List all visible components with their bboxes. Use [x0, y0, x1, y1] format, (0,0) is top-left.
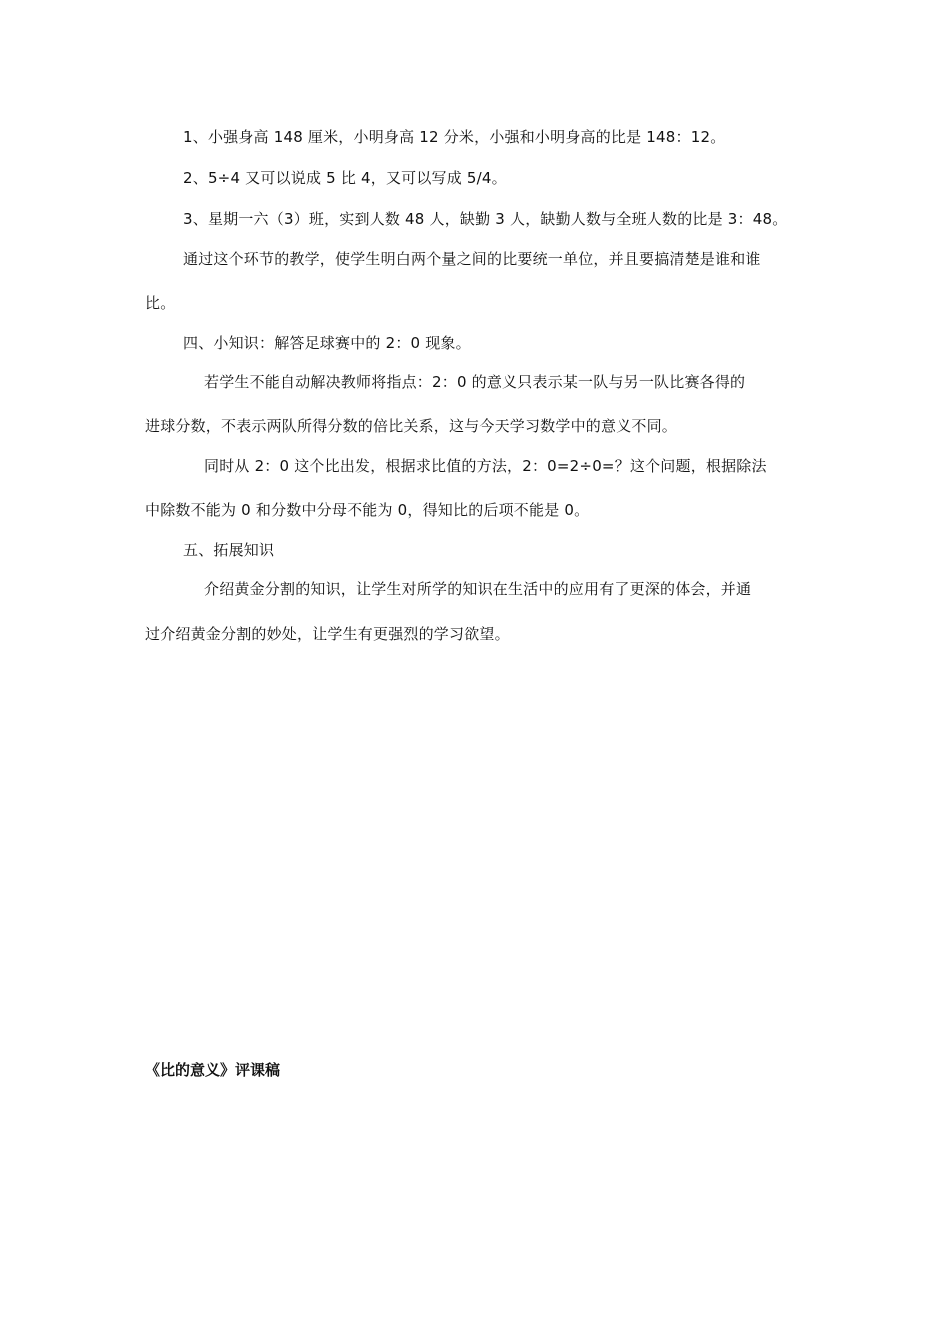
section-four-heading: 四、小知识：解答足球赛中的 2：0 现象。 [183, 334, 471, 352]
section-five-paragraph-line-2: 过介绍黄金分割的妙处，让学生有更强烈的学习欲望。 [145, 625, 510, 643]
section-four-paragraph-2-line-1: 同时从 2：0 这个比出发，根据求比值的方法，2：0=2÷0=？这个问题，根据除法 [204, 457, 767, 475]
section-four-paragraph-2-line-2: 中除数不能为 0 和分数中分母不能为 0，得知比的后项不能是 0。 [145, 501, 590, 519]
section-five-heading: 五、拓展知识 [183, 541, 275, 559]
section-four-paragraph-1-line-2: 进球分数，不表示两队所得分数的倍比关系，这与今天学习数学中的意义不同。 [145, 417, 678, 435]
example-line-1: 1、小强身高 148 厘米，小明身高 12 分米，小强和小明身高的比是 148：12。 [183, 128, 726, 146]
review-title: 《比的意义》评课稿 [145, 1061, 281, 1079]
section-five-paragraph-line-1: 介绍黄金分割的知识，让学生对所学的知识在生活中的应用有了更深的体会，并通 [204, 580, 752, 598]
section-four-paragraph-1-line-1: 若学生不能自动解决教师将指点：2：0 的意义只表示某一队与另一队比赛各得的 [204, 373, 746, 391]
summary-line-2: 比。 [145, 294, 176, 312]
example-line-3: 3、星期一六（3）班，实到人数 48 人，缺勤 3 人，缺勤人数与全班人数的比是 3：48。 [183, 210, 788, 228]
summary-line-1: 通过这个环节的教学，使学生明白两个量之间的比要统一单位，并且要搞清楚是谁和谁 [183, 250, 761, 268]
example-line-2: 2、5÷4 又可以说成 5 比 4，又可以写成 5/4。 [183, 169, 507, 187]
